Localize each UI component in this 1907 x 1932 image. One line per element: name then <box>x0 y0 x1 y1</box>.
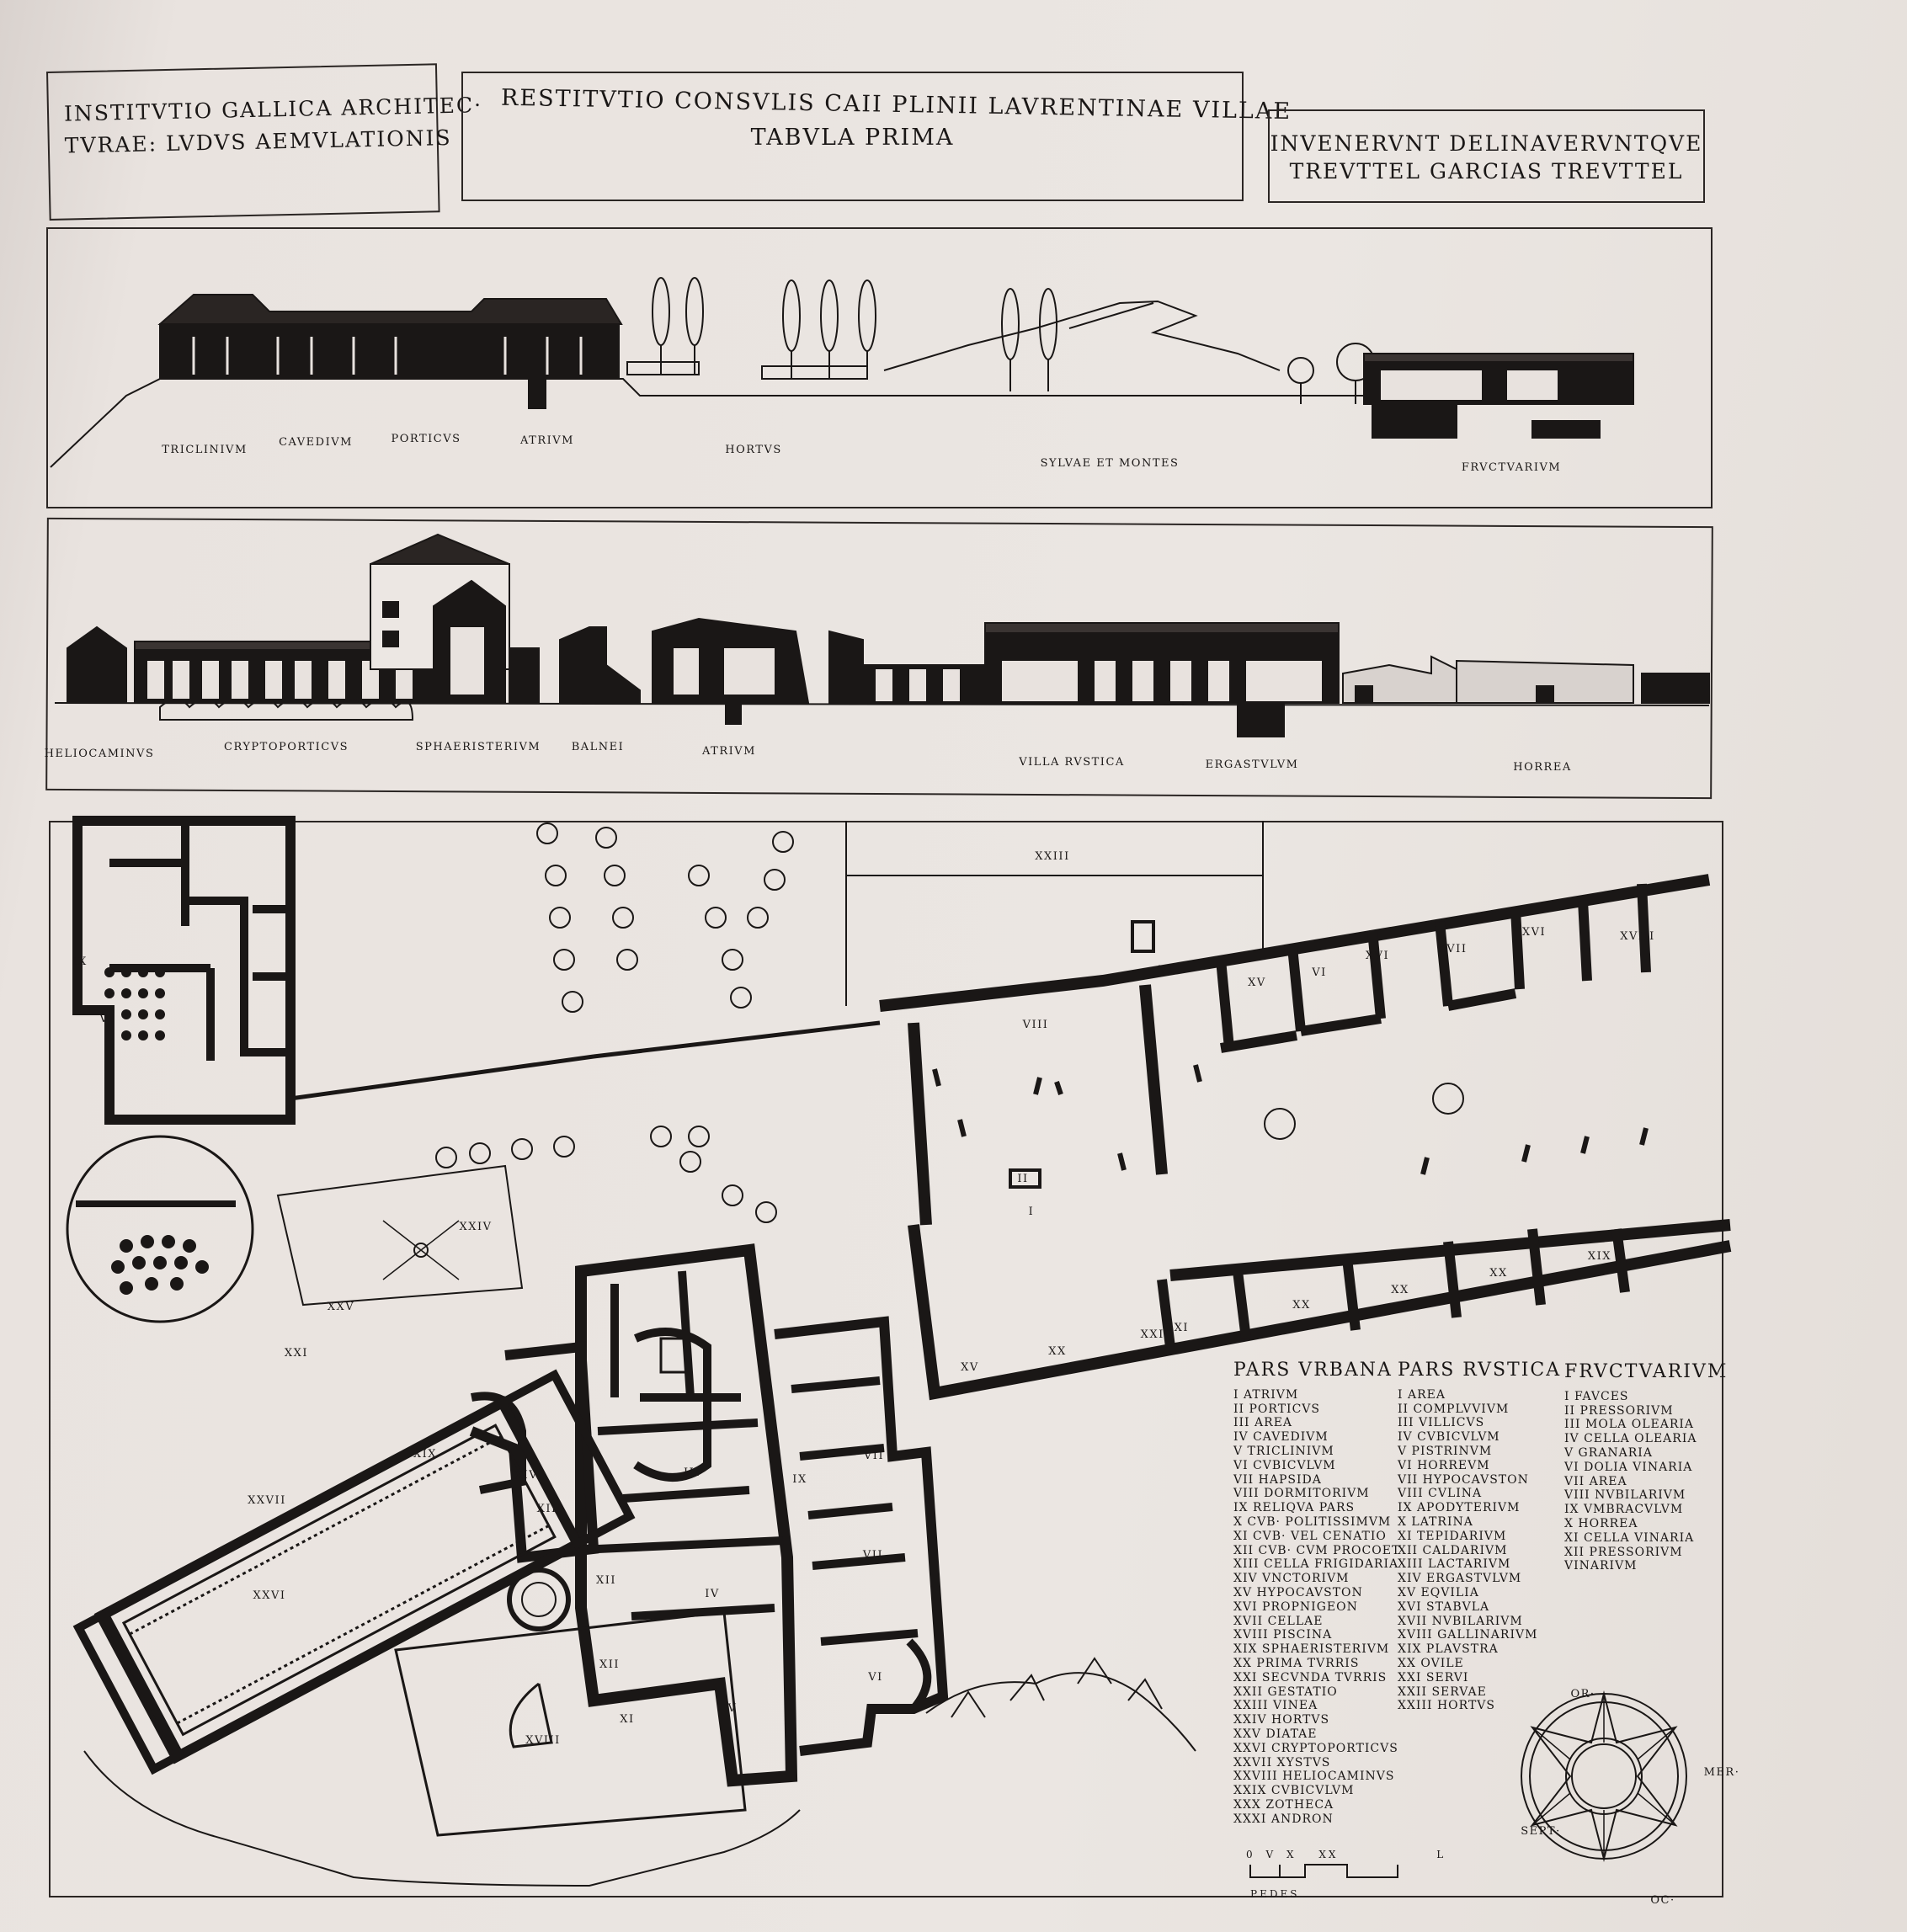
legend-item: II PORTICVS <box>1233 1402 1320 1416</box>
elev2-label-heliocaminus: HELIOCAMINVS <box>44 748 155 760</box>
legend-item: VII HAPSIDA <box>1233 1472 1322 1487</box>
elev1-label-triclinium: TRICLINIVM <box>162 444 248 456</box>
plan-numeral: V <box>727 1702 738 1715</box>
legend-item: XIV ERGASTVLVM <box>1398 1572 1522 1586</box>
elev2-label-ergastulum: ERGASTVLVM <box>1205 758 1299 771</box>
plan-numeral: XII <box>595 1574 617 1587</box>
legend-item: XI TEPIDARIVM <box>1398 1529 1507 1543</box>
legend-item: XVI STABVLA <box>1398 1599 1490 1614</box>
legend-item: XIII LACTARIVM <box>1398 1557 1511 1572</box>
plan-numeral: XX <box>1391 1284 1409 1296</box>
plan-numeral: XIV <box>514 1469 539 1482</box>
legend-item: IV CAVEDIVM <box>1233 1430 1329 1445</box>
legend-item: XXI SERVI <box>1398 1670 1469 1685</box>
legend-item: XIX PLAVSTRA <box>1398 1642 1499 1657</box>
plan-numeral: XV <box>961 1361 979 1374</box>
plan-numeral: XXI <box>1164 1322 1190 1334</box>
plan-numeral: III <box>684 1466 700 1479</box>
legend-item: XXII SERVAE <box>1398 1685 1487 1699</box>
elev2-label-balnei: BALNEI <box>571 741 625 753</box>
header-right-line2: TREVTTEL GARCIAS TREVTTEL <box>1289 159 1684 184</box>
legend-item: VII AREA <box>1564 1474 1627 1488</box>
compass-east: MER· <box>1703 1766 1740 1779</box>
legend-item: XXIV HORTVS <box>1233 1713 1330 1727</box>
scale-tick: V <box>1265 1849 1276 1860</box>
compass-west: SEPT· <box>1521 1825 1561 1838</box>
legend-item: X HORREA <box>1564 1516 1638 1530</box>
plan-numeral: XX <box>1048 1345 1067 1358</box>
plan-numeral: XVI <box>1365 950 1390 962</box>
plan-numeral: XXII <box>1140 1328 1170 1341</box>
plan-numeral: XVI <box>1521 926 1547 939</box>
legend-item: V PISTRINVM <box>1398 1444 1493 1458</box>
scale-tick: L <box>1436 1849 1446 1860</box>
legend-item: III MOLA OLEARIA <box>1564 1418 1694 1432</box>
plan-numeral: VII <box>863 1450 885 1462</box>
legend-item: II PRESSORIVM <box>1564 1403 1674 1418</box>
legend-item: XX OVILE <box>1398 1656 1464 1670</box>
scale-unit: PEDES <box>1250 1888 1300 1900</box>
legend-item: XXI SECVNDA TVRRIS <box>1233 1670 1388 1685</box>
elev1-label-cavedium: CAVEDIVM <box>279 436 353 449</box>
plan-numeral: IV <box>705 1588 720 1600</box>
legend-item: XIII CELLA FRIGIDARIA <box>1233 1557 1399 1572</box>
legend-item: I AREA <box>1398 1387 1446 1402</box>
elev1-label-hortus: HORTVS <box>725 444 782 456</box>
compass-north: OR· <box>1570 1688 1595 1700</box>
plan-numeral: XIII <box>536 1503 563 1515</box>
plan-numeral: XXI <box>284 1347 309 1360</box>
header-center-line1: RESTITVTIO CONSVLIS CAII PLINII LAVRENTINAE VILLAE <box>500 84 1292 125</box>
scale-tick: 0 <box>1246 1849 1255 1860</box>
legend-item: IV CELLA OLEARIA <box>1564 1432 1697 1446</box>
elev2-label-sphaeristerium: SPHAERISTERIVM <box>415 741 541 753</box>
legend-item: XXVI CRYPTOPORTICVS <box>1233 1741 1398 1755</box>
plan-numeral: VI <box>868 1671 883 1684</box>
legend-item: VI CVBICVLVM <box>1233 1458 1336 1472</box>
elev1-label-porticus: PORTICVS <box>391 433 461 445</box>
elev1-label-fructuarium: FRVCTVARIVM <box>1461 461 1562 474</box>
legend-item: IX RELIQVA PARS <box>1233 1501 1356 1515</box>
elev1-label-sylvae: SYLVAE ET MONTES <box>1040 457 1180 470</box>
elev1-label-atrium: ATRIVM <box>520 434 574 447</box>
plan-numeral: XIX <box>413 1448 438 1461</box>
legend-item: VINARIVM <box>1564 1559 1638 1573</box>
elev2-label-atrium: ATRIVM <box>702 745 756 758</box>
legend-item: XXIII VINEA <box>1233 1699 1318 1713</box>
legend-item: III AREA <box>1233 1416 1293 1430</box>
legend-item: IV CVBICVLVM <box>1398 1430 1500 1445</box>
plan-numeral: IX <box>792 1473 807 1486</box>
header-left-line2: TVRAE: LVDVS AEMVLATIONIS <box>64 125 452 158</box>
plan-numeral: VI <box>99 1013 115 1025</box>
elev2-label-cryptoporticus: CRYPTOPORTICVS <box>223 741 349 753</box>
legend-item: III VILLICVS <box>1398 1416 1485 1430</box>
plan-numeral: VIII <box>1022 1019 1049 1031</box>
plan-numeral: XVIII <box>1620 930 1655 943</box>
legend-item: XI CVB· VEL CENATIO <box>1233 1529 1387 1543</box>
plan-numeral: XI <box>620 1713 635 1726</box>
legend-item: XIX SPHAERISTERIVM <box>1233 1642 1390 1657</box>
legend-item: IX APODYTERIVM <box>1398 1501 1521 1515</box>
plan-numeral: VII <box>862 1549 884 1562</box>
plan-numeral: IX <box>72 955 88 968</box>
plan-numeral: XX <box>1489 1267 1508 1280</box>
legend-item: XXXI ANDRON <box>1233 1812 1334 1826</box>
compass-south: OC· <box>1650 1894 1675 1907</box>
scale-tick: XX <box>1318 1849 1339 1860</box>
plan-numeral: XXV <box>327 1301 355 1313</box>
plan-numeral: VI <box>1312 966 1327 979</box>
legend-item: XVIII PISCINA <box>1233 1628 1333 1642</box>
legend-item: XXIX CVBICVLVM <box>1233 1784 1355 1798</box>
legend-item: XVI PROPNIGEON <box>1233 1599 1358 1614</box>
legend-item: VI HORREVM <box>1398 1458 1490 1472</box>
legend-item: XV HYPOCAVSTON <box>1233 1585 1363 1599</box>
header-right-line1: INVENERVNT DELINAVERVNTQVE <box>1270 131 1703 156</box>
legend-item: XXVII XYSTVS <box>1233 1755 1331 1770</box>
legend-item: XII CVB· CVM PROCOET· <box>1233 1543 1405 1557</box>
legend-item: V GRANARIA <box>1564 1445 1653 1460</box>
legend-item: XII PRESSORIVM <box>1564 1545 1683 1559</box>
plan-numeral: II <box>1017 1173 1029 1185</box>
legend-item: XXV DIATAE <box>1233 1727 1318 1741</box>
legend-item: XV EQVILIA <box>1398 1585 1479 1599</box>
legend-pars-rustica-title: PARS RVSTICA <box>1398 1360 1562 1381</box>
legend-item: II COMPLVVIVM <box>1398 1402 1510 1416</box>
plan-numeral: XXIII <box>1035 850 1070 863</box>
plan-numeral: XIX <box>1587 1250 1612 1263</box>
legend-item: XVII CELLAE <box>1233 1614 1324 1628</box>
legend-fructuarium-title: FRVCTVARIVM <box>1564 1361 1729 1382</box>
plan-numeral: XXVI <box>253 1589 286 1602</box>
legend-item: XVIII GALLINARIVM <box>1398 1628 1538 1642</box>
legend-item: X LATRINA <box>1398 1514 1473 1529</box>
legend-item: XX PRIMA TVRRIS <box>1233 1656 1360 1670</box>
plan-numeral: XXIV <box>459 1221 493 1233</box>
legend-item: XXII GESTATIO <box>1233 1685 1338 1699</box>
plan-numeral: XVIII <box>525 1734 561 1747</box>
legend-item: VIII CVLINA <box>1398 1487 1483 1501</box>
header-center-line2: TABVLA PRIMA <box>750 125 955 151</box>
legend-item: I FAVCES <box>1564 1389 1629 1403</box>
plan-numeral: XVII <box>1437 943 1468 955</box>
legend-item: VIII DORMITORIVM <box>1233 1487 1370 1501</box>
legend-pars-urbana-title: PARS VRBANA <box>1233 1360 1393 1381</box>
legend-item: X CVB· POLITISSIMVM <box>1233 1514 1392 1529</box>
plan-numeral: I <box>1028 1206 1035 1218</box>
scale-tick: X <box>1286 1849 1297 1860</box>
legend-item: I ATRIVM <box>1233 1387 1299 1402</box>
plan-numeral: XII <box>599 1658 621 1671</box>
legend-item: VI DOLIA VINARIA <box>1564 1460 1693 1474</box>
legend-item: VII HYPOCAVSTON <box>1398 1472 1529 1487</box>
legend-item: IX VMBRACVLVM <box>1564 1503 1684 1517</box>
header-left-line1: INSTITVTIO GALLICA ARCHITEC· <box>63 93 483 126</box>
legend-item: XXIII HORTVS <box>1398 1699 1495 1713</box>
legend-item: XVII NVBILARIVM <box>1398 1614 1523 1628</box>
legend-item: XIV VNCTORIVM <box>1233 1572 1350 1586</box>
legend-item: XXX ZOTHECA <box>1233 1797 1334 1812</box>
plan-numeral: XXVII <box>248 1494 286 1507</box>
legend-item: V TRICLINIVM <box>1233 1444 1334 1458</box>
plan-numeral: XX <box>1292 1299 1311 1312</box>
plan-numeral: XV <box>1248 977 1266 989</box>
elev2-label-villa-rustica: VILLA RVSTICA <box>1019 756 1125 769</box>
plan-numeral: VI <box>1159 964 1174 977</box>
legend-item: XI CELLA VINARIA <box>1564 1530 1695 1545</box>
legend-item: VIII NVBILARIVM <box>1564 1488 1686 1503</box>
legend-item: XXVIII HELIOCAMINVS <box>1233 1770 1395 1784</box>
legend-item: XII CALDARIVM <box>1398 1543 1508 1557</box>
elev2-label-horrea: HORREA <box>1513 761 1572 774</box>
